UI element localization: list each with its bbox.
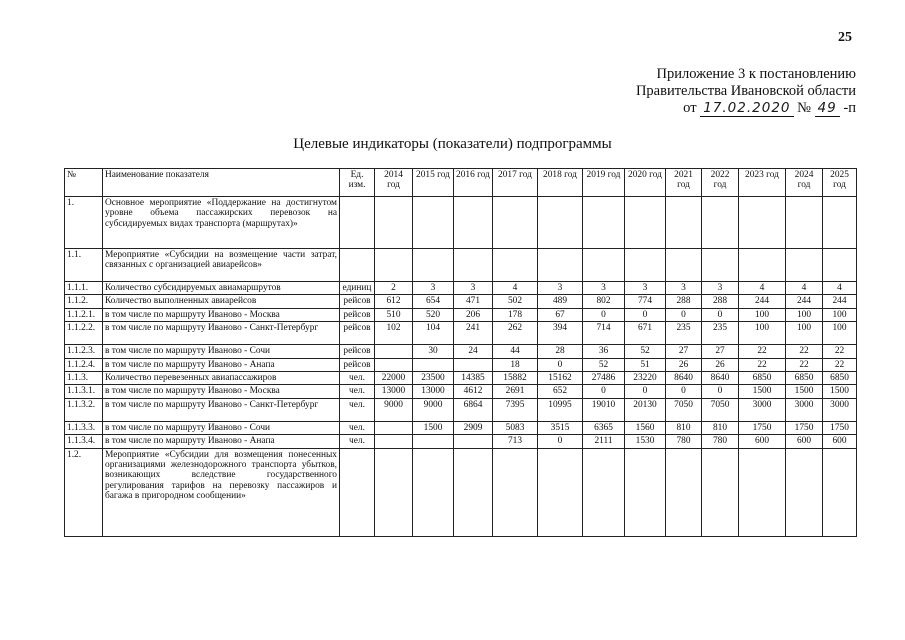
row-value: 6850 [739, 372, 786, 385]
row-value [413, 358, 454, 371]
table-row [65, 372, 857, 385]
row-value: 7395 [493, 398, 538, 421]
row-value: 262 [493, 322, 538, 345]
row-value [375, 435, 413, 448]
row-value: 244 [739, 295, 786, 308]
row-value: 3000 [739, 398, 786, 421]
row-value: 3515 [538, 421, 583, 434]
header-year: 2024 год [786, 169, 823, 197]
row-code: 1.1.3.1. [65, 385, 103, 398]
row-value [786, 249, 823, 282]
document-title: Целевые индикаторы (показатели) подпрограммы [293, 136, 612, 152]
row-value: 654 [413, 295, 454, 308]
row-value: 20130 [625, 398, 666, 421]
row-value [583, 197, 625, 249]
row-value: 27486 [583, 372, 625, 385]
row-value: 10995 [538, 398, 583, 421]
row-value: 100 [739, 322, 786, 345]
row-value [375, 249, 413, 282]
row-value: 26 [702, 358, 739, 371]
row-value: 489 [538, 295, 583, 308]
handwritten-number: 49 [815, 100, 840, 117]
row-value: 100 [786, 322, 823, 345]
row-value: 206 [454, 308, 493, 321]
row-value: 22 [786, 345, 823, 358]
row-value: 9000 [375, 398, 413, 421]
row-value [739, 448, 786, 536]
row-value: 36 [583, 345, 625, 358]
row-value: 100 [786, 308, 823, 321]
row-unit: чел. [340, 385, 375, 398]
row-value: 3 [666, 282, 702, 295]
row-value [666, 249, 702, 282]
row-value [454, 448, 493, 536]
appendix-block [560, 66, 856, 117]
row-value: 600 [786, 435, 823, 448]
row-value: 0 [625, 308, 666, 321]
row-value [786, 448, 823, 536]
table-body [65, 197, 857, 537]
row-name: Основное мероприятие «Поддержание на достигнутом уровне объема пассажирских перевозок на субсидируемых видах транспорта (маршрутах)» [103, 197, 340, 249]
row-value: 1500 [786, 385, 823, 398]
row-value [583, 249, 625, 282]
row-value: 4 [823, 282, 857, 295]
row-value [786, 197, 823, 249]
row-code: 1.1. [65, 249, 103, 282]
row-value [413, 448, 454, 536]
table-header-row [65, 169, 857, 197]
header-year: 2023 год [739, 169, 786, 197]
row-value: 3 [538, 282, 583, 295]
row-value: 100 [823, 322, 857, 345]
row-value: 780 [702, 435, 739, 448]
row-value: 6850 [786, 372, 823, 385]
row-value: 14385 [454, 372, 493, 385]
indicators-table [64, 168, 857, 537]
row-value: 671 [625, 322, 666, 345]
row-value [702, 448, 739, 536]
row-unit: чел. [340, 372, 375, 385]
row-code: 1.1.3. [65, 372, 103, 385]
row-value: 6850 [823, 372, 857, 385]
header-unit: Ед. изм. [340, 169, 375, 197]
row-code: 1.1.2.4. [65, 358, 103, 371]
row-value [454, 358, 493, 371]
header-year: 2017 год [493, 169, 538, 197]
row-value: 18 [493, 358, 538, 371]
header-year: 2015 год [413, 169, 454, 197]
row-value [493, 197, 538, 249]
row-value: 4 [786, 282, 823, 295]
row-value [413, 249, 454, 282]
row-value: 1750 [786, 421, 823, 434]
row-name: в том числе по маршруту Иваново - Санкт-Петербург [103, 398, 340, 421]
row-name: в том числе по маршруту Иваново - Сочи [103, 345, 340, 358]
row-value [454, 197, 493, 249]
row-value: 3 [702, 282, 739, 295]
row-value: 67 [538, 308, 583, 321]
row-unit [340, 197, 375, 249]
row-code: 1.1.2. [65, 295, 103, 308]
row-value: 2 [375, 282, 413, 295]
header-year: 2025 год [823, 169, 857, 197]
row-name: Количество выполненных авиарейсов [103, 295, 340, 308]
table-row [65, 282, 857, 295]
row-unit: рейсов [340, 295, 375, 308]
row-value: 1750 [739, 421, 786, 434]
row-value: 9000 [413, 398, 454, 421]
row-value: 1560 [625, 421, 666, 434]
row-unit: чел. [340, 435, 375, 448]
row-value [625, 249, 666, 282]
row-value: 780 [666, 435, 702, 448]
row-value: 810 [666, 421, 702, 434]
row-code: 1.1.3.2. [65, 398, 103, 421]
row-name: Мероприятие «Субсидии для возмещения понесенных организациями железнодорожного транспорта убытков, возникающих вследствие государственного регулирования тарифов на перевозку пассажиров и багажа в пригородном сообщении» [103, 448, 340, 536]
row-name: Мероприятие «Субсидии на возмещение части затрат, связанных с организацией авиарейсов» [103, 249, 340, 282]
row-value [702, 249, 739, 282]
row-value [823, 249, 857, 282]
row-value: 178 [493, 308, 538, 321]
row-value: 3 [583, 282, 625, 295]
row-value [702, 197, 739, 249]
row-value [666, 448, 702, 536]
row-value: 26 [666, 358, 702, 371]
row-name: в том числе по маршруту Иваново - Санкт-Петербург [103, 322, 340, 345]
row-value: 22 [739, 345, 786, 358]
row-name: в том числе по маршруту Иваново - Анапа [103, 358, 340, 371]
row-code: 1.1.1. [65, 282, 103, 295]
row-value: 23220 [625, 372, 666, 385]
row-value: 1530 [625, 435, 666, 448]
row-unit: рейсов [340, 308, 375, 321]
row-value: 288 [702, 295, 739, 308]
row-value: 4 [493, 282, 538, 295]
header-year: 2022 год [702, 169, 739, 197]
row-value: 0 [538, 358, 583, 371]
table-row [65, 197, 857, 249]
header-year: 2018 год [538, 169, 583, 197]
row-unit: рейсов [340, 345, 375, 358]
handwritten-date: 17.02.2020 [700, 100, 793, 117]
row-value: 0 [666, 385, 702, 398]
row-value: 1500 [739, 385, 786, 398]
row-value: 244 [823, 295, 857, 308]
row-value: 52 [583, 358, 625, 371]
row-value: 600 [739, 435, 786, 448]
row-value [454, 435, 493, 448]
row-unit: рейсов [340, 358, 375, 371]
row-value: 1750 [823, 421, 857, 434]
row-value [375, 345, 413, 358]
row-value [375, 197, 413, 249]
row-value: 612 [375, 295, 413, 308]
row-code: 1.1.3.3. [65, 421, 103, 434]
row-value [583, 448, 625, 536]
row-value: 8640 [666, 372, 702, 385]
row-value: 104 [413, 322, 454, 345]
row-value [375, 448, 413, 536]
row-value [538, 197, 583, 249]
row-value: 2909 [454, 421, 493, 434]
row-value [625, 197, 666, 249]
row-value: 802 [583, 295, 625, 308]
row-value [625, 448, 666, 536]
table-row [65, 345, 857, 358]
decree-signature-line [560, 100, 856, 117]
table-row [65, 249, 857, 282]
row-unit: чел. [340, 421, 375, 434]
table-row [65, 435, 857, 448]
row-value: 19010 [583, 398, 625, 421]
row-name: Количество перевезенных авиапассажиров [103, 372, 340, 385]
row-value [666, 197, 702, 249]
row-value: 810 [702, 421, 739, 434]
header-num: № [65, 169, 103, 197]
row-value: 0 [702, 385, 739, 398]
row-value: 15162 [538, 372, 583, 385]
row-value: 22 [739, 358, 786, 371]
row-value [375, 358, 413, 371]
table-row [65, 421, 857, 434]
row-value [493, 448, 538, 536]
row-value: 502 [493, 295, 538, 308]
row-value: 4612 [454, 385, 493, 398]
row-code: 1.1.3.4. [65, 435, 103, 448]
row-value: 24 [454, 345, 493, 358]
row-value: 22000 [375, 372, 413, 385]
row-name: в том числе по маршруту Иваново - Анапа [103, 435, 340, 448]
row-value [493, 249, 538, 282]
row-unit: чел. [340, 398, 375, 421]
row-value: 4 [739, 282, 786, 295]
row-value: 100 [739, 308, 786, 321]
row-value: 520 [413, 308, 454, 321]
row-value: 100 [823, 308, 857, 321]
row-value: 13000 [413, 385, 454, 398]
row-name: Количество субсидируемых авиамаршрутов [103, 282, 340, 295]
row-value [375, 421, 413, 434]
row-value: 51 [625, 358, 666, 371]
row-value: 774 [625, 295, 666, 308]
row-value: 3000 [823, 398, 857, 421]
table-row [65, 358, 857, 371]
row-value: 1500 [823, 385, 857, 398]
row-value: 713 [493, 435, 538, 448]
appendix-line-1: Приложение 3 к постановлению [656, 66, 856, 82]
header-year: 2014 год [375, 169, 413, 197]
row-value: 600 [823, 435, 857, 448]
page-number: 25 [838, 30, 852, 45]
row-code: 1.2. [65, 448, 103, 536]
header-year: 2020 год [625, 169, 666, 197]
row-value: 2691 [493, 385, 538, 398]
row-value: 6864 [454, 398, 493, 421]
row-value [823, 448, 857, 536]
row-unit: единиц [340, 282, 375, 295]
row-value: 3 [413, 282, 454, 295]
row-value: 0 [702, 308, 739, 321]
row-value [413, 197, 454, 249]
table-row [65, 322, 857, 345]
row-value: 471 [454, 295, 493, 308]
row-value [739, 249, 786, 282]
row-name: в том числе по маршруту Иваново - Сочи [103, 421, 340, 434]
row-name: в том числе по маршруту Иваново - Москва [103, 385, 340, 398]
row-value: 44 [493, 345, 538, 358]
row-value: 7050 [702, 398, 739, 421]
header-year: 2019 год [583, 169, 625, 197]
row-value: 22 [823, 345, 857, 358]
row-value [739, 197, 786, 249]
row-value: 27 [702, 345, 739, 358]
appendix-line-2: Правительства Ивановской области [635, 83, 856, 99]
row-value: 3 [454, 282, 493, 295]
row-value [413, 435, 454, 448]
row-value: 23500 [413, 372, 454, 385]
from-label: от [683, 100, 697, 116]
header-year: 2016 год [454, 169, 493, 197]
row-value: 2111 [583, 435, 625, 448]
row-value [538, 448, 583, 536]
table-row [65, 448, 857, 536]
row-value: 235 [702, 322, 739, 345]
row-value: 714 [583, 322, 625, 345]
number-suffix: -п [843, 100, 856, 116]
row-value: 52 [625, 345, 666, 358]
row-value: 394 [538, 322, 583, 345]
row-value: 27 [666, 345, 702, 358]
row-value: 8640 [702, 372, 739, 385]
row-value: 0 [583, 385, 625, 398]
row-value: 3000 [786, 398, 823, 421]
row-code: 1.1.2.2. [65, 322, 103, 345]
table-row [65, 398, 857, 421]
row-value: 22 [823, 358, 857, 371]
row-value: 30 [413, 345, 454, 358]
row-code: 1.1.2.1. [65, 308, 103, 321]
row-value: 0 [538, 435, 583, 448]
table-row [65, 308, 857, 321]
row-value: 22 [786, 358, 823, 371]
row-value: 244 [786, 295, 823, 308]
table-row [65, 385, 857, 398]
row-name: в том числе по маршруту Иваново - Москва [103, 308, 340, 321]
row-value: 0 [625, 385, 666, 398]
row-value: 7050 [666, 398, 702, 421]
row-unit [340, 448, 375, 536]
row-value: 13000 [375, 385, 413, 398]
row-value: 288 [666, 295, 702, 308]
row-value: 0 [666, 308, 702, 321]
number-label: № [797, 100, 811, 116]
row-value: 235 [666, 322, 702, 345]
table-row [65, 295, 857, 308]
row-value: 0 [583, 308, 625, 321]
row-code: 1. [65, 197, 103, 249]
row-value: 3 [625, 282, 666, 295]
row-unit: рейсов [340, 322, 375, 345]
row-value [454, 249, 493, 282]
row-value: 6365 [583, 421, 625, 434]
row-value: 15882 [493, 372, 538, 385]
header-name: Наименование показателя [103, 169, 340, 197]
row-unit [340, 249, 375, 282]
header-year: 2021 год [666, 169, 702, 197]
row-value: 5083 [493, 421, 538, 434]
row-value: 28 [538, 345, 583, 358]
row-value: 1500 [413, 421, 454, 434]
row-value [538, 249, 583, 282]
row-value: 652 [538, 385, 583, 398]
row-value: 241 [454, 322, 493, 345]
row-value [823, 197, 857, 249]
row-value: 102 [375, 322, 413, 345]
row-code: 1.1.2.3. [65, 345, 103, 358]
row-value: 510 [375, 308, 413, 321]
